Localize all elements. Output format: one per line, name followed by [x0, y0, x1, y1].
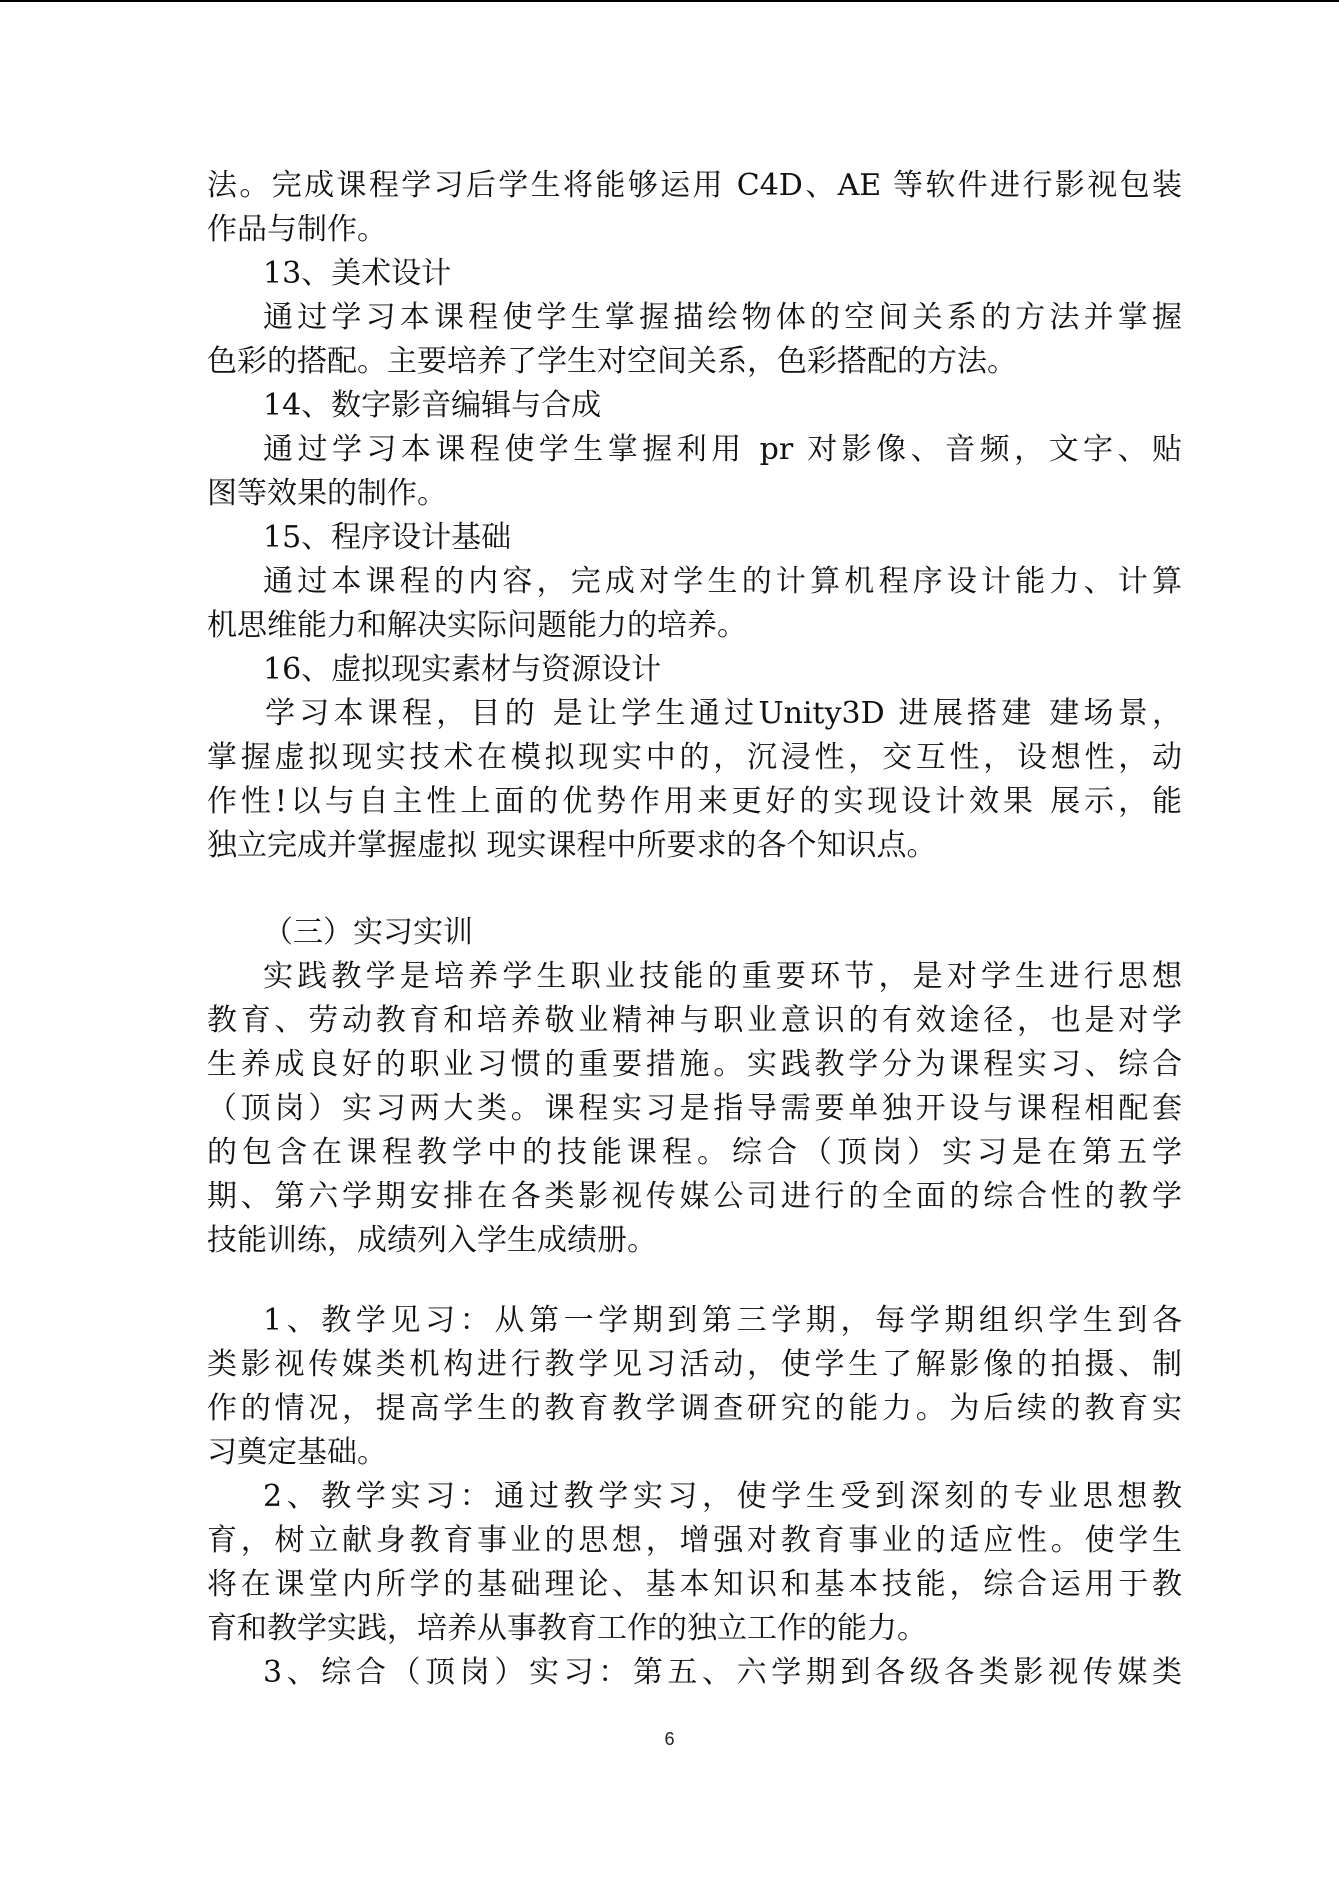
text-line: 2、教学实习：通过教学实习，使学生受到深刻的专业思想教 — [263, 1479, 1182, 1514]
text-line: 类影视传媒类机构进行教学见习活动，使学生了解影像的拍摄、制 — [207, 1347, 1182, 1382]
text-line: 3、综合（顶岗）实习：第五、六学期到各级各类影视传媒类 — [263, 1655, 1182, 1690]
text-line: 通过学习本课程使学生掌握描绘物体的空间关系的方法并掌握 — [263, 300, 1182, 335]
text-line: 法。完成课程学习后学生将能够运用 C4D、AE 等软件进行影视包装 — [207, 168, 1182, 203]
text-line: 期、第六学期安排在各类影视传媒公司进行的全面的综合性的教学 — [207, 1179, 1182, 1214]
text-line: 将在课堂内所学的基础理论、基本知识和基本技能，综合运用于教 — [207, 1567, 1182, 1602]
text-line: 生养成良好的职业习惯的重要措施。实践教学分为课程实习、综合 — [207, 1047, 1182, 1082]
section-heading-14: 14、数字影音编辑与合成 — [263, 388, 602, 423]
section-heading-13: 13、美术设计 — [263, 256, 452, 291]
text-line: 的包含在课程教学中的技能课程。综合（顶岗）实习是在第五学 — [207, 1135, 1182, 1170]
text-line: 学习本课程，目的 是让学生通过Unity3D 进展搭建 建场景， — [265, 696, 1182, 731]
text-line: 技能训练，成绩列入学生成绩册。 — [207, 1223, 657, 1258]
text-line: （顶岗）实习两大类。课程实习是指导需要单独开设与课程相配套 — [207, 1091, 1182, 1126]
text-line: 机思维能力和解决实际问题能力的培养。 — [207, 608, 747, 643]
section-heading-16: 16、虚拟现实素材与资源设计 — [263, 652, 662, 687]
text-line: 掌握虚拟现实技术在模拟现实中的，沉浸性，交互性，设想性，动 — [207, 740, 1182, 775]
text-line: 作的情况，提高学生的教育教学调查研究的能力。为后续的教育实 — [207, 1391, 1182, 1426]
text-line: 习奠定基础。 — [207, 1435, 387, 1470]
text-line: 实践教学是培养学生职业技能的重要环节，是对学生进行思想 — [263, 959, 1182, 994]
section-heading-practice: （三）实习实训 — [263, 915, 473, 950]
text-line: 教育、劳动教育和培养敬业精神与职业意识的有效途径，也是对学 — [207, 1003, 1182, 1038]
text-line: 作品与制作。 — [207, 212, 387, 247]
text-line: 图等效果的制作。 — [207, 476, 447, 511]
text-line: 育和教学实践，培养从事教育工作的独立工作的能力。 — [207, 1611, 927, 1646]
text-line: 1、教学见习：从第一学期到第三学期，每学期组织学生到各 — [263, 1303, 1182, 1338]
text-line: 作性!以与自主性上面的优势作用来更好的实现设计效果 展示，能 — [207, 784, 1182, 819]
page-number: 6 — [664, 1729, 675, 1749]
text-line: 色彩的搭配。主要培养了学生对空间关系，色彩搭配的方法。 — [207, 344, 1017, 379]
section-heading-15: 15、程序设计基础 — [263, 520, 512, 555]
text-line: 独立完成并掌握虚拟 现实课程中所要求的各个知识点。 — [207, 828, 937, 863]
text-line: 育，树立献身教育事业的思想，增强对教育事业的适应性。使学生 — [207, 1523, 1182, 1558]
text-line: 通过本课程的内容，完成对学生的计算机程序设计能力、计算 — [263, 564, 1182, 599]
text-line: 通过学习本课程使学生掌握利用 pr 对影像、音频，文字、贴 — [263, 432, 1182, 467]
